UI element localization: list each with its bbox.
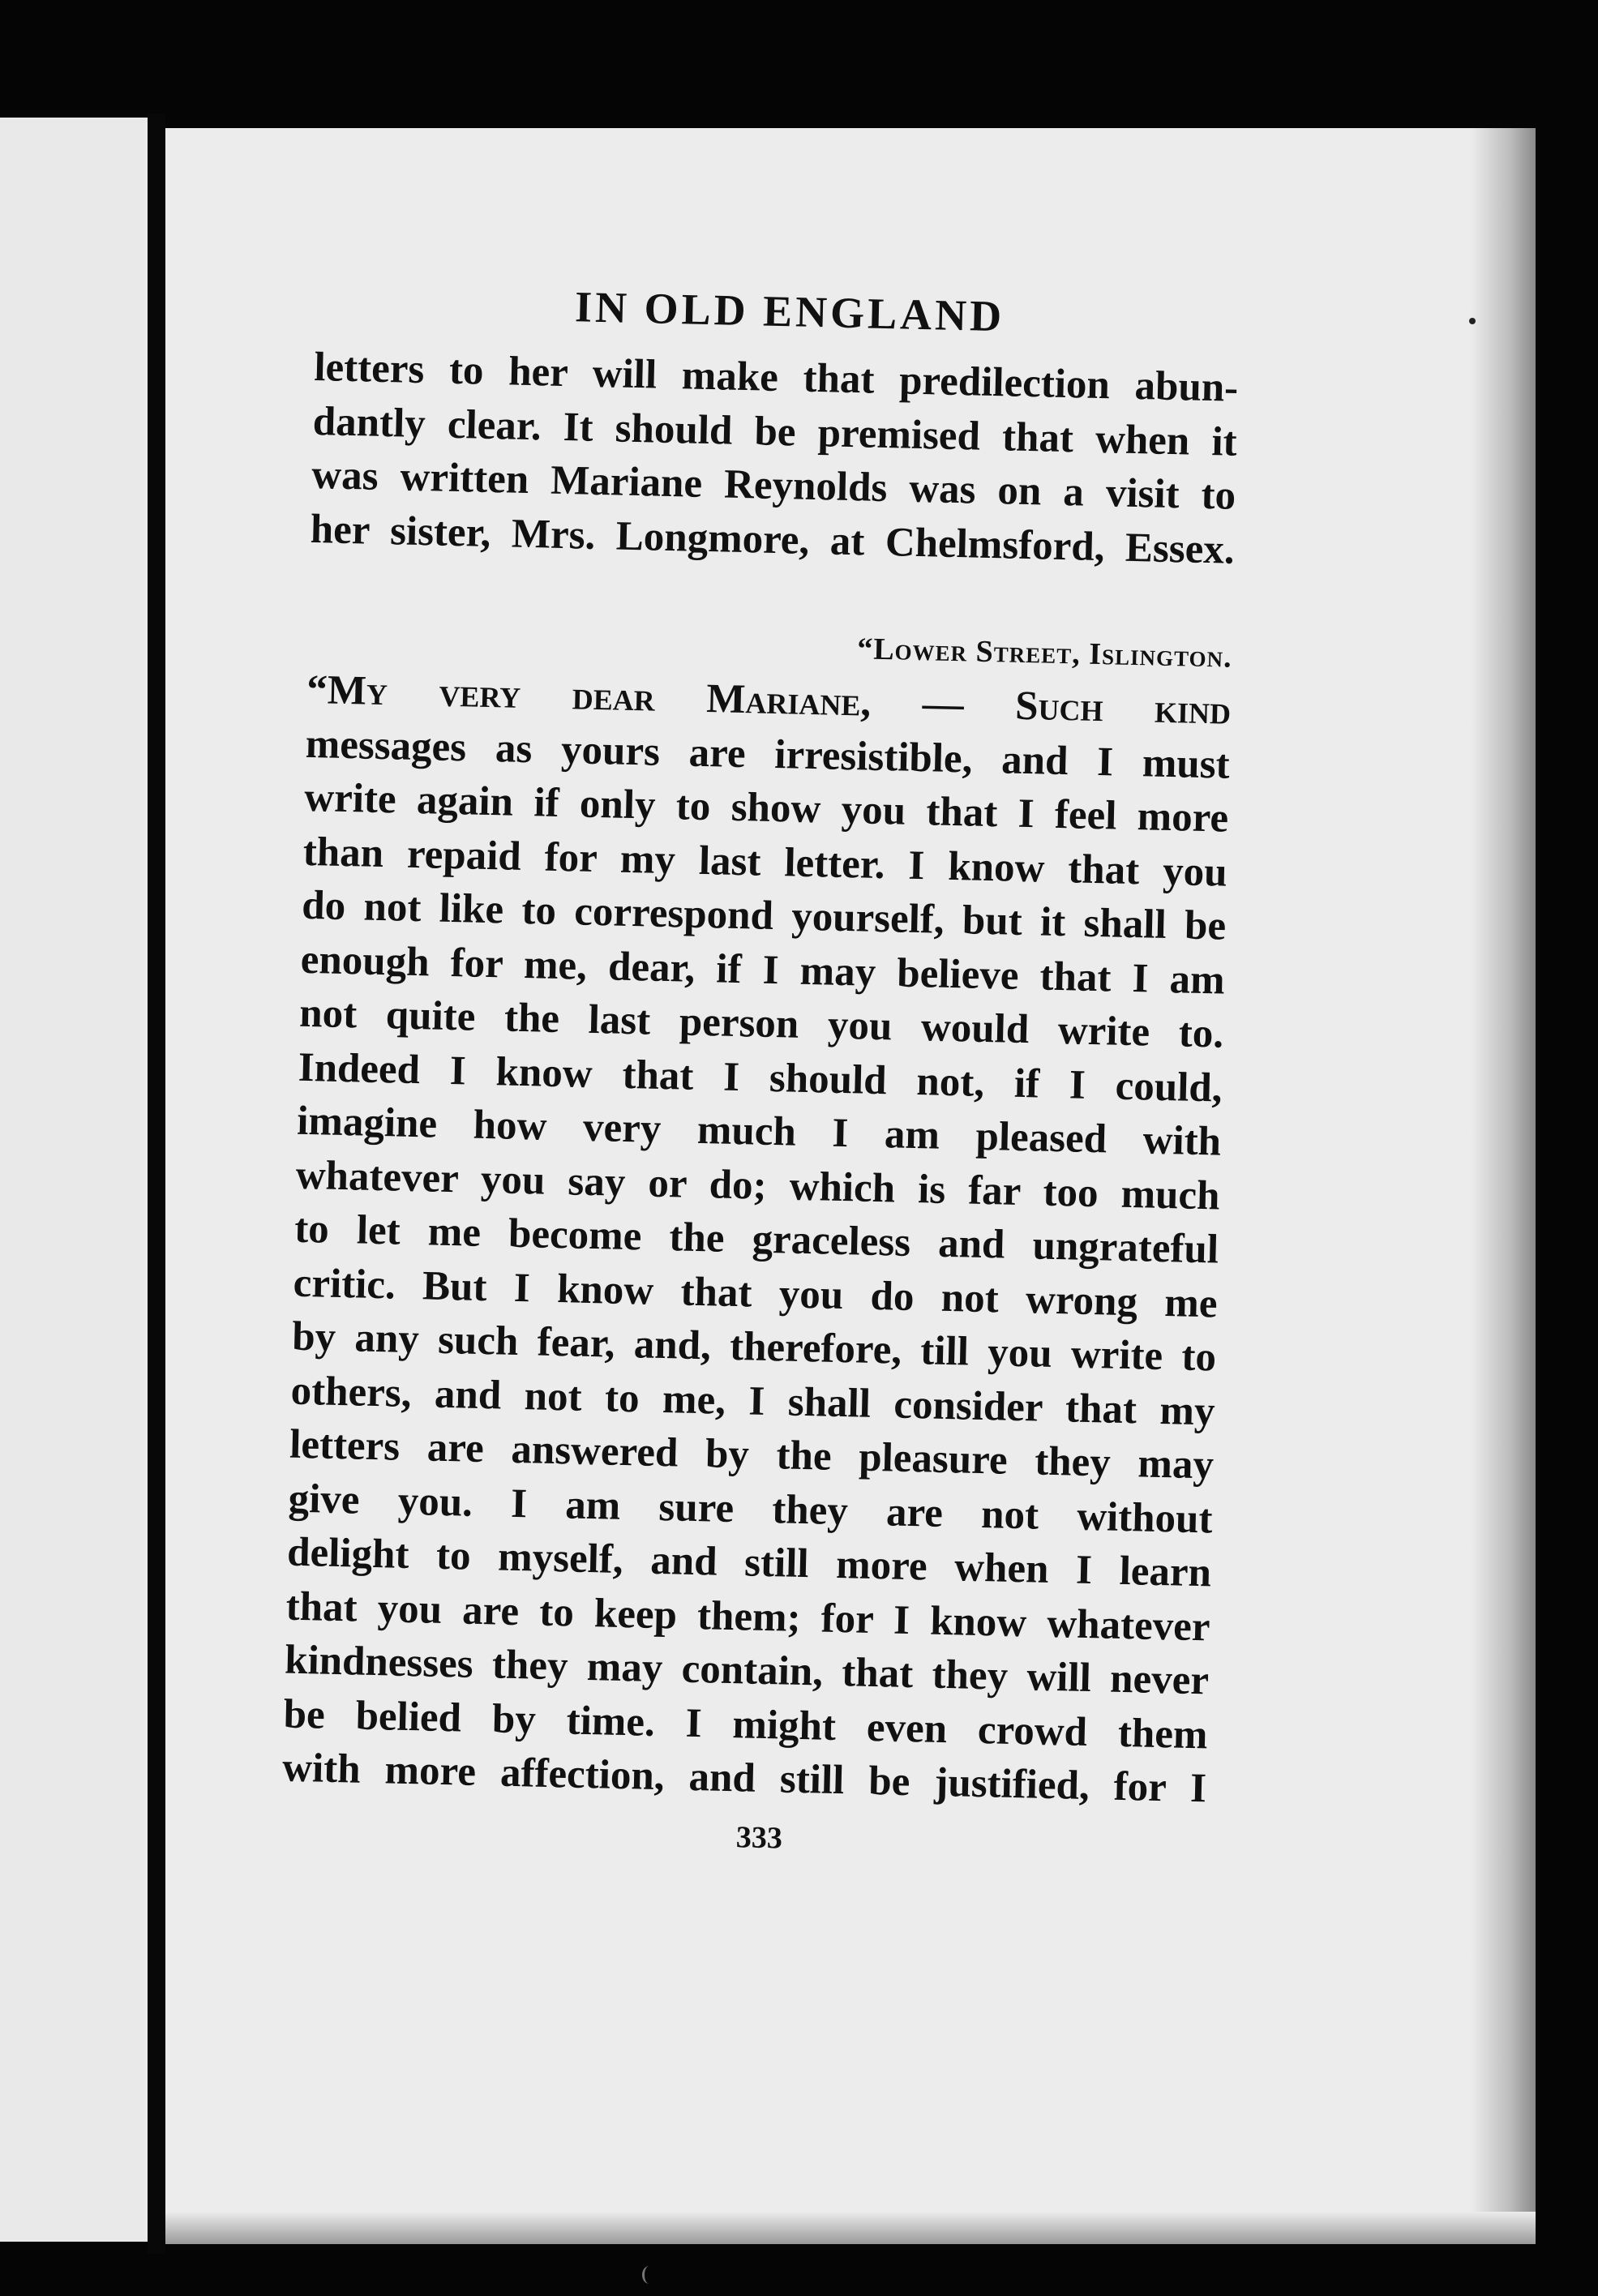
text-line: whatever you say or do; which is far too much (295, 1152, 1221, 1219)
page-text (281, 276, 1240, 1874)
text-line: enough for me, dear, if I may believe that I am (300, 936, 1226, 1004)
page-number: 333 (735, 1819, 783, 1856)
page-bottom-shadow (165, 2212, 1536, 2244)
text-line: was written Mariane Reynolds was on a visit to (311, 452, 1236, 519)
text-line: critic. But I know that you do not wrong me (293, 1260, 1219, 1327)
letter-body (281, 663, 1231, 1816)
text-line: be belied by time. I might even crowd them (283, 1691, 1209, 1758)
text-line: with more affection, and still be justified, for I (281, 1745, 1207, 1812)
text-line: by any such fear, and, therefore, till you write to (291, 1313, 1217, 1381)
text-line: write again if only to show you that I feel more (303, 774, 1229, 842)
book-gutter (148, 114, 165, 2254)
text-line: give you. I am sure they are not without (288, 1476, 1214, 1542)
text-line: to let me become the graceless and ungrateful (293, 1206, 1219, 1273)
text-line: kindnesses they may contain, that they will never (284, 1637, 1210, 1704)
text-line: letters are answered by the pleasure they may (289, 1421, 1215, 1489)
text-line: letters to her will make that predilection abun- (313, 344, 1239, 411)
text-line: delight to myself, and still more when I learn (286, 1529, 1212, 1596)
text-line: imagine how very much I am pleased with (296, 1098, 1222, 1165)
text-line: her sister, Mrs. Longmore, at Chelmsford, Essex. (310, 506, 1236, 573)
page-edge-shadow (1471, 128, 1536, 2244)
text-line: Indeed I know that I should not, if I could, (298, 1044, 1223, 1112)
left-page-edge (0, 118, 148, 2242)
running-head: IN OLD ENGLAND (574, 282, 1005, 341)
text-line: dantly clear. It should be premised that when it (312, 398, 1238, 465)
text-line: messages as yours are irresistible, and I must (305, 721, 1231, 788)
text-line: do not like to correspond yourself, but it shall be (301, 882, 1227, 949)
margin-dot (1469, 318, 1476, 324)
text-line: than repaid for my last letter. I know that you (302, 829, 1228, 896)
text-line: not quite the last person you would write to. (298, 990, 1224, 1057)
text-line: that you are to keep them; for I know whatever (285, 1583, 1211, 1650)
letter-address: “Lower Street, Islington. (856, 632, 1233, 675)
text-line: others, and not to me, I shall consider that my (290, 1368, 1216, 1435)
letter-salutation: “My very dear Mariane, — Such kind (306, 666, 1232, 734)
scan-artifact-mark (642, 2266, 656, 2284)
intro-paragraph (310, 341, 1239, 577)
